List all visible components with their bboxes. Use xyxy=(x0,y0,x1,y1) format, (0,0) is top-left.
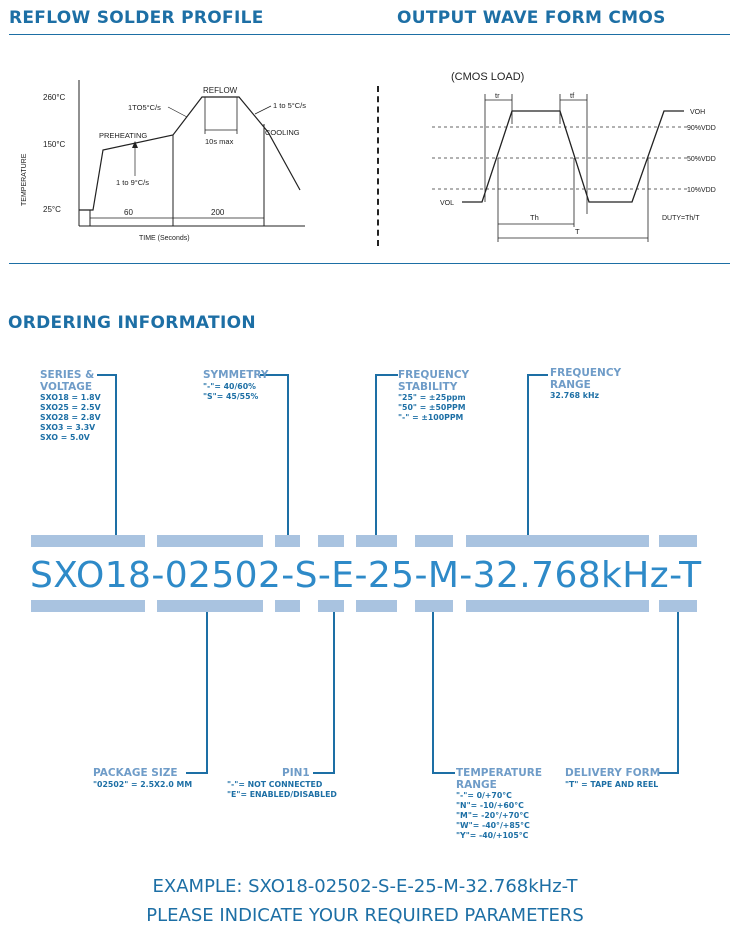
top-rule xyxy=(9,34,730,35)
bar-pin1 xyxy=(318,535,344,547)
cooling-label: COOLING xyxy=(265,128,300,137)
cmos-waveform-diagram xyxy=(432,64,722,254)
temperature-title-2: RANGE xyxy=(456,778,497,791)
symmetry-block xyxy=(203,370,269,402)
th-label: Th xyxy=(530,213,539,222)
bar-series-bottom xyxy=(31,600,145,612)
time-axis-label: TIME (Seconds) xyxy=(139,235,190,242)
series-line: SXO25 = 2.5V xyxy=(40,403,101,412)
voh-label: VOH xyxy=(690,109,706,116)
ramp-down-label: 1 to 5°C/s xyxy=(273,101,307,110)
symmetry-title: SYMMETRY xyxy=(203,369,269,381)
series-line: SXO18 = 1.8V xyxy=(40,393,101,402)
pin1-line: "-"= NOT CONNECTED xyxy=(227,779,323,789)
package-line: "02502" = 2.5X2.0 MM xyxy=(93,779,193,789)
stability-title-1: FREQUENCY xyxy=(398,369,470,381)
bar-temperature-bottom xyxy=(415,600,453,612)
bar-series xyxy=(31,535,145,547)
tick-150: 150°C xyxy=(43,140,66,149)
cmos-waveform-line xyxy=(462,111,684,202)
chart-divider xyxy=(377,86,379,246)
bar-symmetry-bottom xyxy=(275,600,300,612)
range-line: 32.768 kHz xyxy=(550,391,600,400)
tf-label: tf xyxy=(570,91,575,100)
pin1-line: "E"= ENABLED/DISABLED xyxy=(227,789,337,799)
bar-range xyxy=(466,535,649,547)
delivery-block xyxy=(565,768,660,790)
range-title-2: RANGE xyxy=(550,378,591,391)
bar-range-bottom xyxy=(466,600,649,612)
symmetry-line: "-"= 40/60% xyxy=(203,381,256,391)
level-50-label: 50%VDD xyxy=(687,156,716,163)
reflow-profile-line xyxy=(79,97,300,210)
t-label: T xyxy=(575,227,580,236)
cmos-subtitle: (CMOS LOAD) xyxy=(451,71,525,83)
dur60-label: 60 xyxy=(124,208,133,217)
symmetry-line: "S"= 45/55% xyxy=(203,391,259,401)
bar-stability xyxy=(356,535,397,547)
stability-block xyxy=(398,370,469,423)
duty-label: DUTY=Th/T xyxy=(662,215,700,222)
series-line: SXO3 = 3.3V xyxy=(40,423,96,432)
bar-delivery-bottom xyxy=(659,600,697,612)
bar-stability-bottom xyxy=(356,600,397,612)
delivery-title: DELIVERY FORM xyxy=(565,767,661,779)
preheat-rate-label: 1 to 9°C/s xyxy=(116,178,150,187)
cmos-title: OUTPUT WAVE FORM CMOS xyxy=(397,8,666,28)
reflow-title: REFLOW SOLDER PROFILE xyxy=(9,8,264,28)
temperature-line: "-"= 0/+70°C xyxy=(456,791,512,800)
package-block xyxy=(93,768,192,790)
level-10-label: 10%VDD xyxy=(687,187,716,194)
reflow-y-label: TEMPERATURE xyxy=(21,153,28,206)
tr-label: tr xyxy=(495,91,500,100)
stability-line: "50" = ±50PPM xyxy=(398,403,466,412)
series-title-1: SERIES & xyxy=(40,369,95,381)
tick-260: 260°C xyxy=(43,93,66,102)
delivery-line: "T" = TAPE AND REEL xyxy=(565,779,659,789)
reflow-profile-diagram xyxy=(15,60,315,250)
ordering-title: ORDERING INFORMATION xyxy=(8,313,256,333)
bar-package-bottom xyxy=(157,600,263,612)
part-number: SXO18-02502-S-E-25-M-32.768kHz-T xyxy=(30,555,702,596)
stability-line: "-" = ±100PPM xyxy=(398,413,464,422)
stability-title-2: STABILITY xyxy=(398,380,458,393)
range-block xyxy=(550,368,621,401)
ten-s-label: 10s max xyxy=(205,137,234,146)
pin1-title: PIN1 xyxy=(282,767,310,779)
tick-25: 25°C xyxy=(43,205,61,214)
bar-delivery xyxy=(659,535,697,547)
range-title-1: FREQUENCY xyxy=(550,367,622,379)
temperature-line: "W"= -40°/+85°C xyxy=(456,821,530,830)
temperature-title-1: TEMPERATURE xyxy=(456,767,542,779)
mid-rule xyxy=(9,263,730,264)
bar-symmetry xyxy=(275,535,300,547)
bar-pin1-bottom xyxy=(318,600,344,612)
bar-package xyxy=(157,535,263,547)
vol-label: VOL xyxy=(440,200,455,207)
pin1-block xyxy=(227,768,337,800)
series-block xyxy=(40,370,101,443)
dur200-label: 200 xyxy=(211,208,225,217)
temperature-block xyxy=(456,768,542,841)
stability-line: "25" = ±25ppm xyxy=(398,393,466,402)
package-title: PACKAGE SIZE xyxy=(93,767,178,779)
required-parameters-note: PLEASE INDICATE YOUR REQUIRED PARAMETERS xyxy=(146,905,584,926)
example-line: EXAMPLE: SXO18-02502-S-E-25-M-32.768kHz-T xyxy=(152,876,578,897)
temperature-line: "N"= -10/+60°C xyxy=(456,801,524,810)
temperature-line: "M"= -20°/+70°C xyxy=(456,811,529,820)
series-line: SXO28 = 2.8V xyxy=(40,413,101,422)
ramp-up-label: 1TO5°C/s xyxy=(128,103,161,112)
series-title-2: VOLTAGE xyxy=(40,380,93,393)
temperature-line: "Y"= -40/+105°C xyxy=(456,831,529,840)
bar-temperature xyxy=(415,535,453,547)
preheating-label: PREHEATING xyxy=(99,131,148,140)
series-line: SXO = 5.0V xyxy=(40,433,90,442)
level-90-label: 90%VDD xyxy=(687,125,716,132)
reflow-label: REFLOW xyxy=(203,86,238,95)
